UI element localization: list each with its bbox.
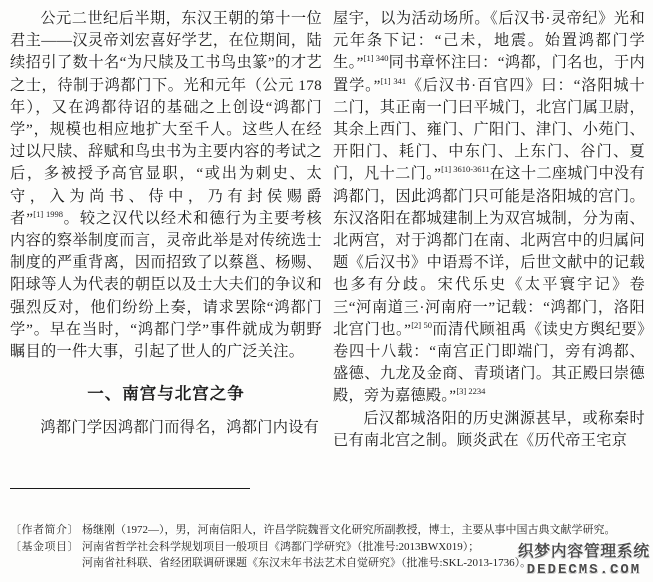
text-segment: 。较之汉代以经术和德行为主要考核内容的察举制度而言，灵帝此举是对传统选士制度的严重背离，因而招致了以蔡邕、杨赐、阳球等人为代表的朝臣以及士大夫们的争议和强烈反对，他们纷纷上奏，请求罢除“鸿都门学”。早在当时，“鸿都门学”事件就成为朝野瞩目的一件大事，引起了世人的广泛关注。 <box>10 209 322 361</box>
watermark-chinese-text: 织梦内容管理系统 <box>517 543 650 560</box>
reference-superscript: [1] 340 <box>363 53 389 64</box>
text-segment: 同书章怀注曰：“鸿都，门名也，于内置学。” <box>333 54 646 94</box>
right-column <box>333 8 645 452</box>
left-column <box>10 8 322 439</box>
text-segment: 后汉都城洛阳的历史渊源甚早，或称秦时已有南北宫之制。顾炎武在《历代帝王宅京 <box>333 409 645 449</box>
reference-superscript: [1] 1998 <box>33 208 63 219</box>
paragraph-continuation <box>333 8 645 408</box>
fund-project-line2: 河南省社科联、省经团联调研课题《东汉末年书法艺术自觉研究》（批准号:SKL-2013-1736）。 <box>82 557 532 569</box>
author-bio-text: 杨继刚（1972—），男，河南信阳人，许昌学院魏晋文化研究所副教授，博士，主要从事中国古典文献学研究。 <box>82 524 616 536</box>
text-segment: 公元二世纪后半期，东汉王朝的第十一位君主——汉灵帝刘宏喜好学艺，在位期间，陆续招引了数十名“为尺牍及工书鸟虫篆”的才艺之士，待制于鸿都门下。光和元年（公元 178 年），又在鸿都待诏的基础之上创设“鸿都门学”，规模也相应地扩大至千人。这些人在经过以尺牍、辞赋和鸟虫书为主要内容的考试之后，多被授予高官显职，“或出为刺史、太守，入为尚书、侍中，乃有封侯赐爵者” <box>10 10 322 227</box>
reference-superscript: [1] 3610-3611 <box>441 164 490 175</box>
fund-project-label: 〔基金项目〕 <box>10 540 79 553</box>
text-segment: 而清代顾祖禹《读史方舆纪要》卷四十八载：“南宫正门即端门，旁有鸿都、盛德、九龙及金商、青琐诸门。其正殿曰崇德殿，旁为嘉德殿。” <box>333 320 645 405</box>
fund-project-line1: 河南省哲学社会科学规划项目一般项目《鸿都门学研究》（批准号:2013BWX019）； <box>82 540 480 553</box>
reference-superscript: [3] 2234 <box>456 386 486 397</box>
reference-superscript: [2] 50 <box>411 319 433 330</box>
watermark-domain-text: DEDECMS.COM <box>526 562 642 578</box>
paragraph-section-start <box>10 417 322 439</box>
text-segment: 屋宇，以为活动场所。《后汉书·灵帝纪》光和元年条下记：“己未，地震。始置鸿都门学生。” <box>333 10 645 72</box>
footnote-divider <box>10 488 250 489</box>
text-segment: 鸿都门学因鸿都门而得名，鸿都门内设有 <box>40 419 320 437</box>
text-segment: 在这十二座城门中没有鸿都门，因此鸿都门只可能是洛阳城的宫门。东汉洛阳在都城建制上为双宫城制，分为南、北两宫，对于鸿都门在南、北两宫中的归属问题《后汉书》中语焉不详，后世文献中的记载也多有分歧。宋代乐史《太平寰宇记》卷三“河南道三·河南府一”记载：“鸿都门，洛阳北宫门也。” <box>333 165 645 338</box>
dedecms-watermark <box>518 539 650 578</box>
paragraph-intro <box>10 8 322 363</box>
paragraph-history <box>333 408 645 452</box>
section-heading: 一、南宫与北宫之争 <box>87 384 245 404</box>
reference-superscript: [1] 341 <box>380 75 407 86</box>
author-bio-row <box>10 522 645 539</box>
author-bio-label: 〔作者简介〕 <box>10 524 79 536</box>
text-segment: 《后汉书·百官四》曰：“洛阳城十二门，其正南一门曰平城门，北宫门属卫尉，其余上西门、雍门、广阳门、津门、小苑门、开阳门、耗门、中东门、上东门、谷门、夏门，凡十二门。” <box>333 76 645 183</box>
